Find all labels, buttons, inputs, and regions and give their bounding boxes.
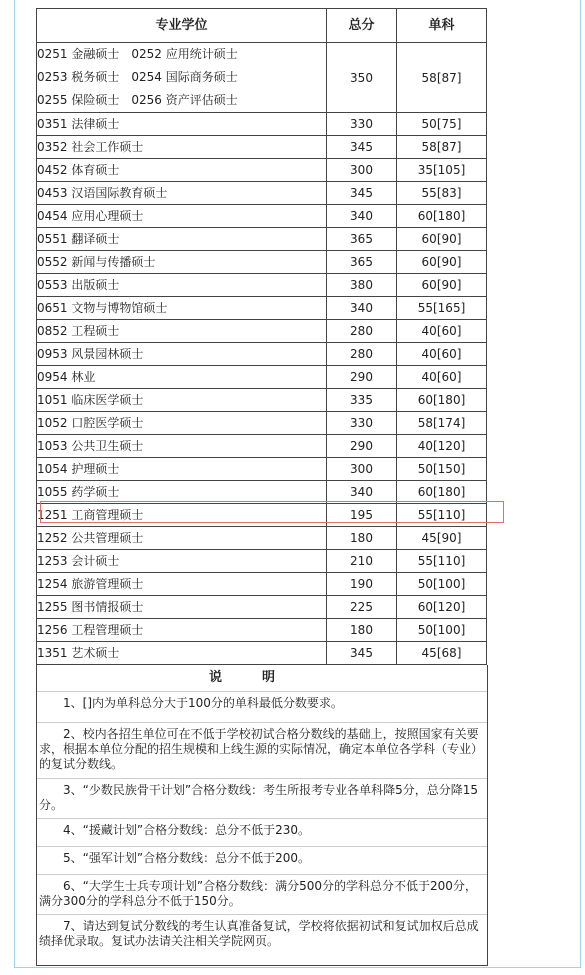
single-score: 50[75] [397, 113, 487, 136]
total-score: 225 [327, 596, 397, 619]
table-row [37, 458, 487, 481]
total-score: 340 [327, 205, 397, 228]
degree-name: 0954 林业 [37, 366, 327, 389]
total-score: 380 [327, 274, 397, 297]
table-row [37, 274, 487, 297]
table-row [37, 527, 487, 550]
note-item: 7、请达到复试分数线的考生认真准备复试，学校将依据初试和复试加权后总成绩择优录取。复试办法请关注相关学院网页。 [39, 919, 479, 948]
total-score: 345 [327, 642, 397, 665]
table-row [37, 251, 487, 274]
table-row [37, 504, 487, 527]
table-row [37, 550, 487, 573]
table-row [37, 481, 487, 504]
total-score: 190 [327, 573, 397, 596]
note-item: 4、“援藏计划”合格分数线：总分不低于230。 [37, 819, 487, 847]
table-row [37, 389, 487, 412]
single-score: 60[90] [397, 251, 487, 274]
degree-name: 1051 临床医学硕士 [37, 389, 327, 412]
page-frame-bottom [14, 967, 581, 968]
total-score: 180 [327, 619, 397, 642]
single-score: 58[87] [397, 136, 487, 159]
single-score: 50[150] [397, 458, 487, 481]
total-score: 300 [327, 159, 397, 182]
table-row [37, 435, 487, 458]
total-score: 210 [327, 550, 397, 573]
note-item: 2、校内各招生单位可在不低于学校初试合格分数线的基础上，按照国家有关要求，根据本单位分配的招生规模和上线生源的实际情况，确定本单位各学科（专业）的复试分数线。 [37, 723, 487, 779]
table-row [37, 113, 487, 136]
total-score: 300 [327, 458, 397, 481]
note-item: 3、“少数民族骨干计划”合格分数线：考生所报考专业各单科降5分，总分降15分。 [37, 779, 487, 819]
single-score: 40[120] [397, 435, 487, 458]
table-row [37, 412, 487, 435]
group-degree-line: 0253 税务硕士 0254 国际商务硕士 [37, 70, 238, 84]
single-score: 58[174] [397, 412, 487, 435]
single-score: 55[110] [397, 504, 487, 527]
header-total: 总分 [327, 9, 397, 43]
group-single: 58[87] [397, 43, 487, 113]
table-row [37, 596, 487, 619]
score-table [36, 8, 487, 665]
single-score: 35[105] [397, 159, 487, 182]
single-score: 55[165] [397, 297, 487, 320]
page-frame-left [14, 0, 15, 968]
degree-name: 1055 药学硕士 [37, 481, 327, 504]
total-score: 330 [327, 412, 397, 435]
total-score: 340 [327, 481, 397, 504]
group-degree-line: 0255 保险硕士 0256 资产评估硕士 [37, 93, 238, 107]
note-item: 5、“强军计划”合格分数线：总分不低于200。 [37, 847, 487, 875]
degree-name: 1253 会计硕士 [37, 550, 327, 573]
total-score: 340 [327, 297, 397, 320]
group-total: 350 [327, 43, 397, 113]
degree-name: 0351 法律硕士 [37, 113, 327, 136]
degree-name: 1256 工程管理硕士 [37, 619, 327, 642]
table-row [37, 159, 487, 182]
group-degree-names [37, 43, 327, 113]
single-score: 60[180] [397, 205, 487, 228]
table-row [37, 136, 487, 159]
note-item: 1、[]内为单科总分大于100分的单科最低分数要求。 [37, 692, 487, 723]
total-score: 365 [327, 251, 397, 274]
degree-name: 0651 文物与博物馆硕士 [37, 297, 327, 320]
single-score: 45[68] [397, 642, 487, 665]
single-score: 60[90] [397, 274, 487, 297]
degree-name: 1255 图书情报硕士 [37, 596, 327, 619]
table-row [37, 573, 487, 596]
degree-name: 1254 旅游管理硕士 [37, 573, 327, 596]
notes-section [36, 665, 488, 966]
degree-name: 1054 护理硕士 [37, 458, 327, 481]
single-score: 55[83] [397, 182, 487, 205]
degree-name: 0454 应用心理硕士 [37, 205, 327, 228]
table-row-group [37, 43, 487, 113]
total-score: 345 [327, 136, 397, 159]
group-degree-line: 0251 金融硕士 0252 应用统计硕士 [37, 47, 238, 61]
table-header-row [37, 9, 487, 43]
degree-name: 1052 口腔医学硕士 [37, 412, 327, 435]
header-single: 单科 [397, 9, 487, 43]
total-score: 280 [327, 320, 397, 343]
degree-name: 0551 翻译硕士 [37, 228, 327, 251]
single-score: 55[110] [397, 550, 487, 573]
table-row [37, 297, 487, 320]
page-frame-right [580, 0, 581, 968]
single-score: 50[100] [397, 573, 487, 596]
single-score: 60[180] [397, 389, 487, 412]
degree-name: 1053 公共卫生硕士 [37, 435, 327, 458]
table-row [37, 366, 487, 389]
table-row [37, 205, 487, 228]
total-score: 280 [327, 343, 397, 366]
total-score: 195 [327, 504, 397, 527]
table-row [37, 228, 487, 251]
single-score: 60[180] [397, 481, 487, 504]
header-degree: 专业学位 [37, 9, 327, 43]
note-item: 6、“大学生士兵专项计划”合格分数线：满分500分的学科总分不低于200分，满分300分的学科总分不低于150分。 [37, 875, 487, 915]
table-row [37, 320, 487, 343]
table-row [37, 343, 487, 366]
total-score: 290 [327, 366, 397, 389]
single-score: 40[60] [397, 366, 487, 389]
degree-name: 1351 艺术硕士 [37, 642, 327, 665]
degree-name: 0452 体育硕士 [37, 159, 327, 182]
table-row [37, 642, 487, 665]
total-score: 345 [327, 182, 397, 205]
notes-title: 说明 [37, 665, 487, 692]
single-score: 60[90] [397, 228, 487, 251]
degree-name: 0953 风景园林硕士 [37, 343, 327, 366]
degree-name: 0453 汉语国际教育硕士 [37, 182, 327, 205]
single-score: 40[60] [397, 343, 487, 366]
table-row [37, 619, 487, 642]
table-row [37, 182, 487, 205]
total-score: 330 [327, 113, 397, 136]
degree-name: 1251 工商管理硕士 [37, 504, 327, 527]
degree-name: 0852 工程硕士 [37, 320, 327, 343]
degree-name: 0352 社会工作硕士 [37, 136, 327, 159]
single-score: 50[100] [397, 619, 487, 642]
single-score: 45[90] [397, 527, 487, 550]
degree-name: 1252 公共管理硕士 [37, 527, 327, 550]
total-score: 365 [327, 228, 397, 251]
total-score: 335 [327, 389, 397, 412]
degree-name: 0553 出版硕士 [37, 274, 327, 297]
total-score: 180 [327, 527, 397, 550]
single-score: 60[120] [397, 596, 487, 619]
single-score: 40[60] [397, 320, 487, 343]
degree-name: 0552 新闻与传播硕士 [37, 251, 327, 274]
total-score: 290 [327, 435, 397, 458]
